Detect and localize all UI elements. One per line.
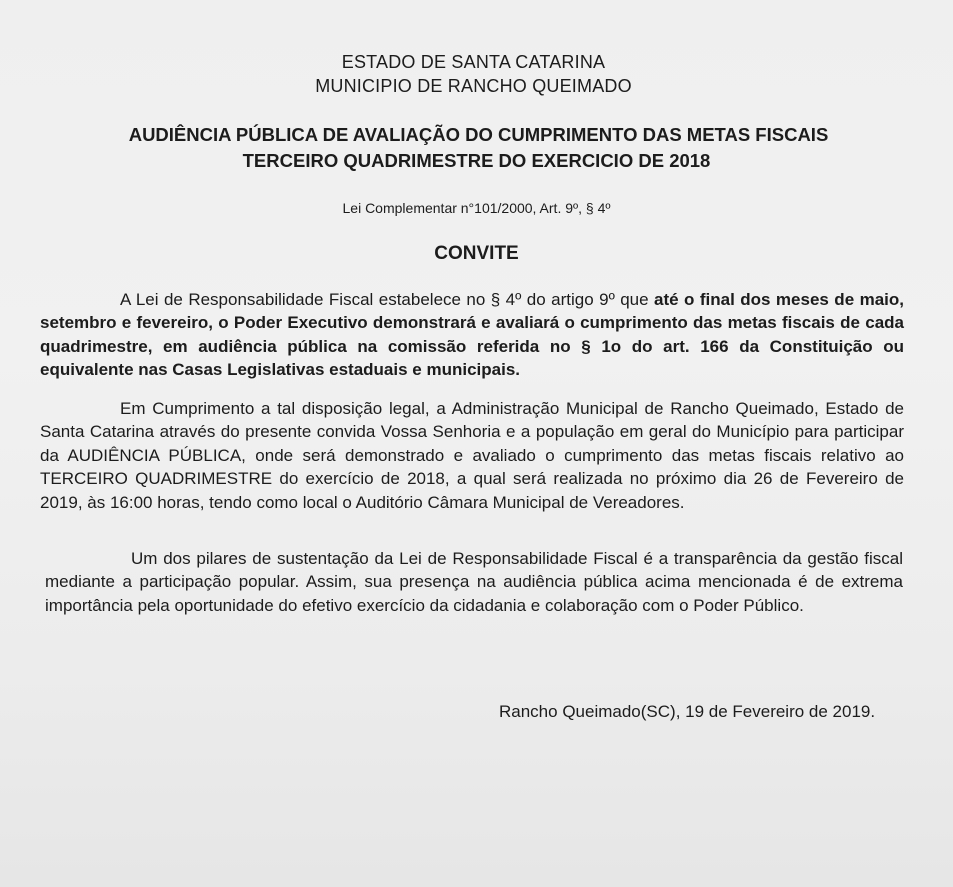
document-title	[0, 122, 953, 174]
paragraph-1-bold-text: até o final dos meses de maio, setembro e fevereiro, o Poder Executivo demonstrará e avaliará o cumprimento das metas fiscais de cada quadrimestre, em audiência pública na comissão referida no § 1o do art. 166 da Constituição ou equivalente nas Casas Legislativas estaduais e municipais.	[40, 290, 904, 380]
law-reference-text: Lei Complementar n°101/2000, Art. 9º, § 4º	[342, 200, 611, 216]
paragraph-3	[45, 547, 903, 617]
law-reference	[0, 198, 953, 218]
paragraph-2-text: Em Cumprimento a tal disposição legal, a Administração Municipal de Rancho Queimado, Estado de Santa Catarina através do presente convida Vossa Senhoria e a população em geral do Município para participar da AUDIÊNCIA PÚBLICA, onde será demonstrado e avaliado o cumprimento das metas fiscais relativo ao TERCEIRO QUADRIMESTRE do exercício de 2018, a qual será realizada no próximo dia 26 de Fevereiro de 2019, às 16:00 horas, tendo como local o Auditório Câmara Municipal de Vereadores.	[40, 399, 904, 512]
title-line-1: AUDIÊNCIA PÚBLICA DE AVALIAÇÃO DO CUMPRIMENTO DAS METAS FISCAIS	[128, 124, 829, 145]
paragraph-1	[40, 288, 904, 382]
state-name: ESTADO DE SANTA CATARINA	[341, 52, 606, 72]
invitation-heading: CONVITE	[434, 243, 519, 264]
date-line: Rancho Queimado(SC), 19 de Fevereiro de 2019.	[499, 702, 876, 721]
paragraph-2	[40, 397, 904, 514]
title-line-2: TERCEIRO QUADRIMESTRE DO EXERCICIO DE 2018	[242, 150, 711, 171]
document-header	[0, 50, 953, 98]
municipality-name: MUNICIPIO DE RANCHO QUEIMADO	[315, 76, 632, 96]
paragraph-1-text: A Lei de Responsabilidade Fiscal estabelece no § 4º do artigo 9º que	[120, 290, 655, 309]
paragraph-3-text: Um dos pilares de sustentação da Lei de Responsabilidade Fiscal é a transparência da gestão fiscal mediante a participação popular. Assim, sua presença na audiência pública acima mencionada é de extrema importância pela oportunidade do efetivo exercício da cidadania e colaboração com o Poder Público.	[45, 549, 903, 615]
